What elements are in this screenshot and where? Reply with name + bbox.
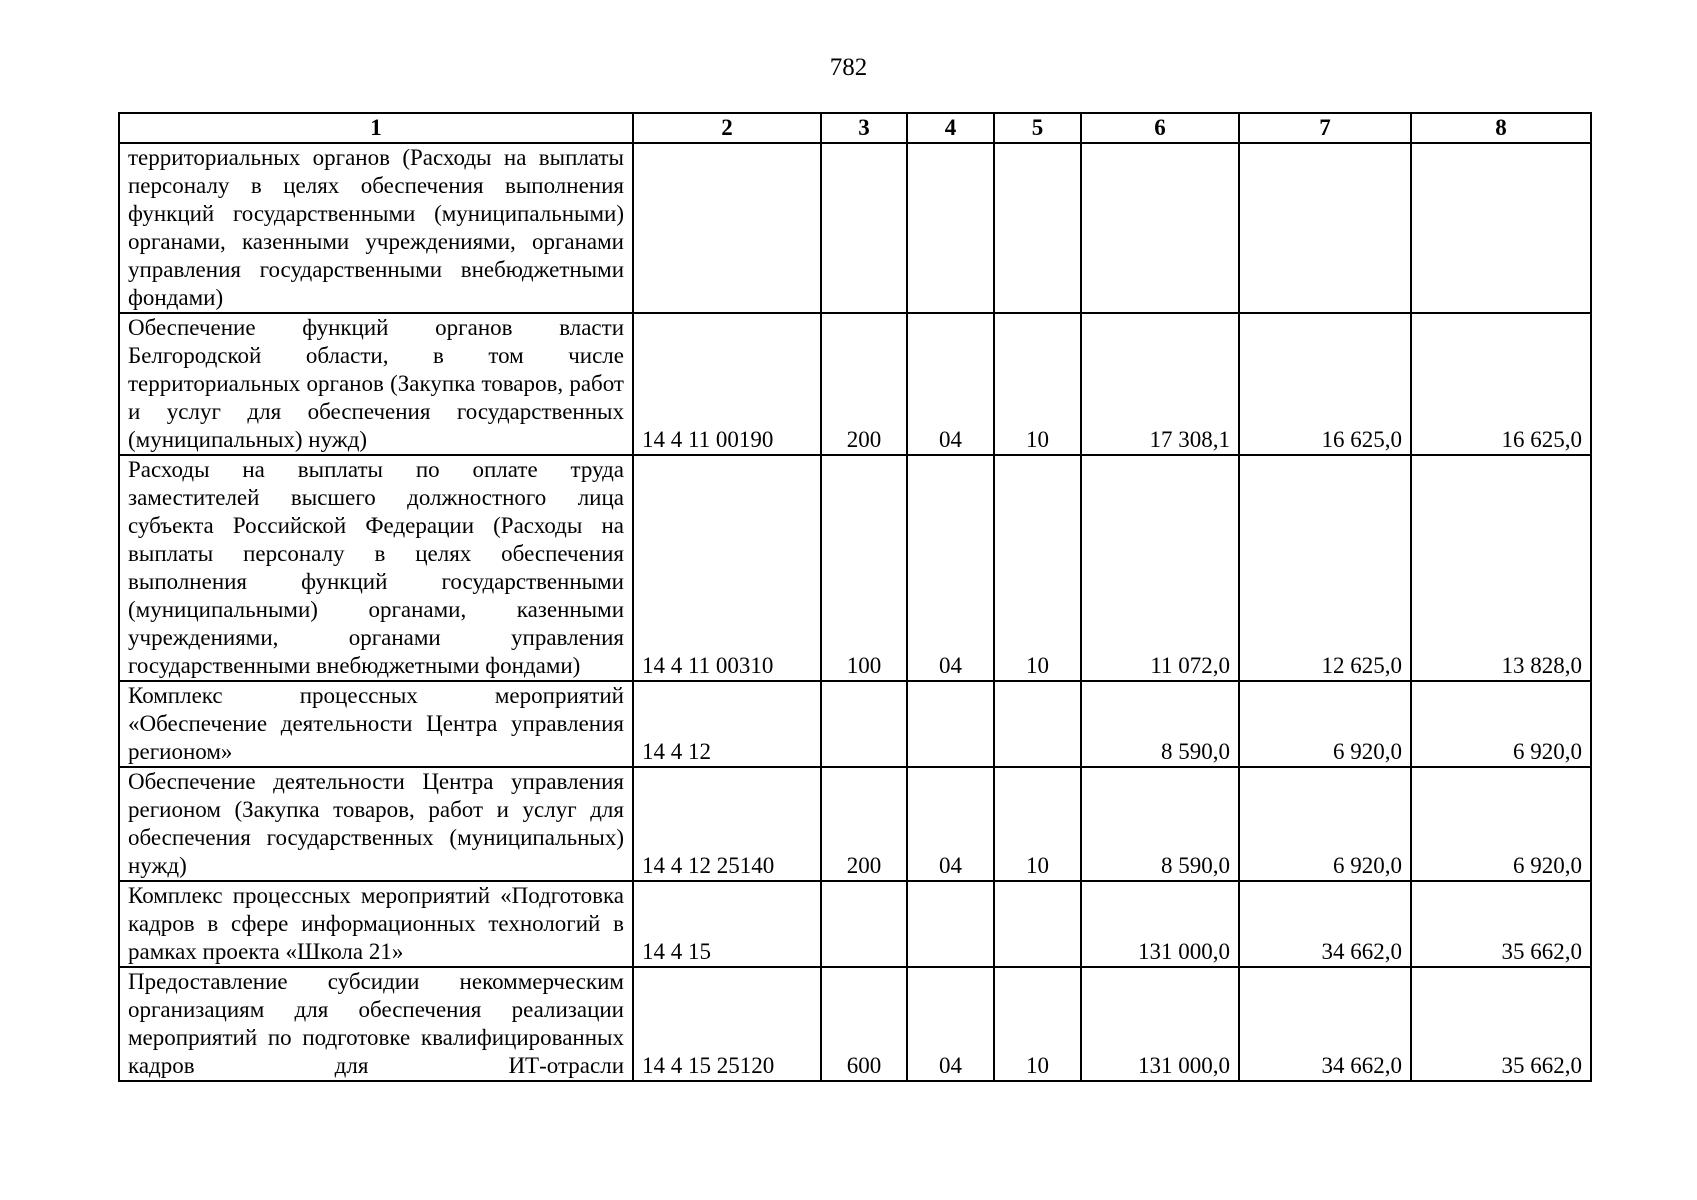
row-col4 (907, 881, 994, 967)
row-col5: 10 (994, 313, 1081, 455)
row-code (633, 143, 821, 313)
row-description: Расходы на выплаты по оплате труда заместителей высшего должностного лица субъекта Российской Федерации (Расходы на выплаты персоналу в целях обеспечения выполнения функций государственными (муниципальными) органами, казенными учреждениями, органами управления государственными внебюджетными фондами) (119, 455, 633, 681)
row-description: Обеспечение деятельности Центра управления регионом (Закупка товаров, работ и услуг для обеспечения государственных (муниципальных) нужд) (119, 767, 633, 881)
row-col7: 6 920,0 (1239, 767, 1411, 881)
row-col4: 04 (907, 767, 994, 881)
row-description: Комплекс процессных мероприятий «Обеспечение деятельности Центра управления регионом» (119, 681, 633, 767)
row-description: территориальных органов (Расходы на выплаты персоналу в целях обеспечения выполнения функций государственными (муниципальными) органами, казенными учреждениями, органами управления государственными внебюджетными фондами) (119, 143, 633, 313)
row-col7 (1239, 143, 1411, 313)
row-col8 (1411, 143, 1591, 313)
row-col6: 131 000,0 (1081, 881, 1239, 967)
column-header: 6 (1081, 113, 1239, 143)
column-header: 4 (907, 113, 994, 143)
column-header: 3 (821, 113, 907, 143)
row-description: Обеспечение функций органов власти Белгородской области, в том числе территориальных органов (Закупка товаров, работ и услуг для обеспечения государственных (муниципальных) нужд) (119, 313, 633, 455)
row-col5: 10 (994, 455, 1081, 681)
table-row (119, 455, 1591, 681)
row-col3 (821, 681, 907, 767)
row-code: 14 4 11 00190 (633, 313, 821, 455)
row-col4: 04 (907, 967, 994, 1081)
row-col3 (821, 143, 907, 313)
row-col8: 16 625,0 (1411, 313, 1591, 455)
table-row (119, 313, 1591, 455)
budget-table (118, 112, 1592, 1082)
row-col5 (994, 681, 1081, 767)
row-col6 (1081, 143, 1239, 313)
row-col6: 131 000,0 (1081, 967, 1239, 1081)
row-col3: 200 (821, 767, 907, 881)
row-col5 (994, 881, 1081, 967)
row-col3: 200 (821, 313, 907, 455)
row-col6: 17 308,1 (1081, 313, 1239, 455)
table-row (119, 143, 1591, 313)
table-row (119, 967, 1591, 1081)
column-header: 5 (994, 113, 1081, 143)
row-col5: 10 (994, 967, 1081, 1081)
row-description: Комплекс процессных мероприятий «Подготовка кадров в сфере информационных технологий в рамках проекта «Школа 21» (119, 881, 633, 967)
row-col3: 100 (821, 455, 907, 681)
row-col7: 34 662,0 (1239, 881, 1411, 967)
row-col6: 11 072,0 (1081, 455, 1239, 681)
row-col3: 600 (821, 967, 907, 1081)
row-code: 14 4 15 (633, 881, 821, 967)
row-col8: 13 828,0 (1411, 455, 1591, 681)
row-col4 (907, 681, 994, 767)
row-col4: 04 (907, 313, 994, 455)
row-col8: 6 920,0 (1411, 681, 1591, 767)
row-col8: 6 920,0 (1411, 767, 1591, 881)
column-header: 7 (1239, 113, 1411, 143)
header-row (119, 113, 1591, 143)
table-row (119, 881, 1591, 967)
row-col8: 35 662,0 (1411, 881, 1591, 967)
column-header: 1 (119, 113, 633, 143)
row-code: 14 4 15 25120 (633, 967, 821, 1081)
row-col4: 04 (907, 455, 994, 681)
column-header: 2 (633, 113, 821, 143)
row-col6: 8 590,0 (1081, 681, 1239, 767)
row-col5: 10 (994, 767, 1081, 881)
row-code: 14 4 12 (633, 681, 821, 767)
row-col8: 35 662,0 (1411, 967, 1591, 1081)
row-col7: 6 920,0 (1239, 681, 1411, 767)
row-col5 (994, 143, 1081, 313)
row-description: Предоставление субсидии некоммерческим организациям для обеспечения реализации мероприятий по подготовке квалифицированных кадров для ИТ-отрасли (119, 967, 633, 1081)
row-col6: 8 590,0 (1081, 767, 1239, 881)
table-row (119, 681, 1591, 767)
row-col7: 12 625,0 (1239, 455, 1411, 681)
page-number: 782 (829, 54, 868, 81)
row-code: 14 4 11 00310 (633, 455, 821, 681)
column-header: 8 (1411, 113, 1591, 143)
row-col7: 34 662,0 (1239, 967, 1411, 1081)
row-col4 (907, 143, 994, 313)
table-row (119, 767, 1591, 881)
row-col3 (821, 881, 907, 967)
row-col7: 16 625,0 (1239, 313, 1411, 455)
row-code: 14 4 12 25140 (633, 767, 821, 881)
